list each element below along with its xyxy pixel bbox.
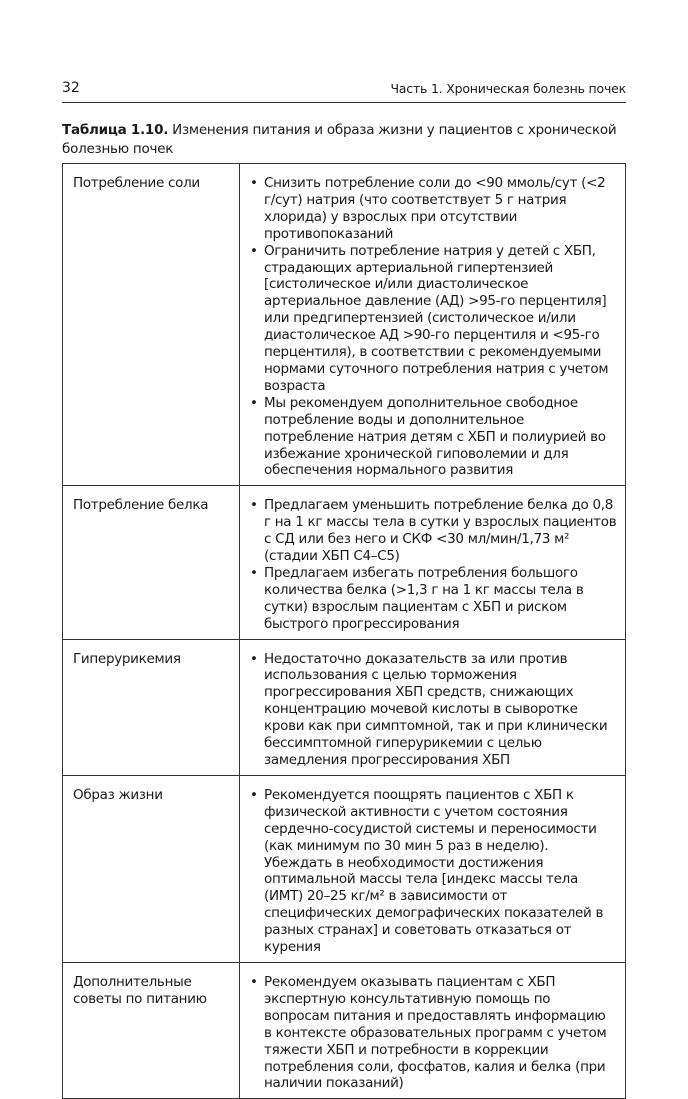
page-header <box>62 80 626 103</box>
bullet-item: • Снизить потребление соли до <90 ммоль/сут (<2 г/сут) натрия (что соответствует 5 г натрия хлорида) у взрослых при отсутствии противопоказаний <box>248 175 617 243</box>
category-cell: Потребление белка <box>63 486 240 639</box>
recommendations-cell <box>240 164 626 486</box>
bullet-item: • Предлагаем уменьшить потребление белка до 0,8 г на 1 кг массы тела в сутки у взрослых пациентов с СД или без него и СКФ <30 мл/мин/1,73 м² (стадии ХБП С4–С5) <box>248 497 617 565</box>
bullet-item: • Мы рекомендуем дополнительное свободное потребление воды и дополнительное потребление натрия детям с ХБП и полиурией во избежание хронической гиповолемии и для обеспечения нормального развития <box>248 395 617 480</box>
running-title: Часть 1. Хроническая болезнь почек <box>390 81 626 96</box>
bullet-list <box>248 497 617 632</box>
bullet-list <box>248 787 617 956</box>
table-row-salt-intake <box>63 164 626 486</box>
category-cell: Гиперурикемия <box>63 639 240 775</box>
table-caption <box>62 121 628 159</box>
bullet-item: • Ограничить потребление натрия у детей с ХБП, страдающих артериальной гипертензией [систолическое и/или диастолическое артериальное давление (АД) >95-го перцентиля] или предгипертензией (систолическое и/или диастолическое АД >90-го перцентиля и <95-го перцентиля), в соответствии с рекомендуемыми нормами суточного потребления натрия с учетом возраста <box>248 243 617 395</box>
table-row-protein-intake <box>63 486 626 639</box>
bullet-list <box>248 974 617 1092</box>
page-number: 32 <box>62 80 80 96</box>
table-row-hyperuricemia <box>63 639 626 775</box>
bullet-item: • Предлагаем избегать потребления большого количества белка (>1,3 г на 1 кг массы тела в сутки) взрослым пациентам с ХБП и риском быстрого прогрессирования <box>248 565 617 633</box>
category-cell: Потребление соли <box>63 164 240 486</box>
recommendations-cell <box>240 486 626 639</box>
recommendations-cell <box>240 962 626 1098</box>
bullet-item: • Рекомендуем оказывать пациентам с ХБП экспертную консультативную помощь по вопросам питания и предоставлять информацию в контексте образовательных программ с учетом тяжести ХБП и потребности в коррекции потребления соли, фосфатов, калия и белка (при наличии показаний) <box>248 974 617 1092</box>
recommendations-cell <box>240 775 626 962</box>
bullet-item: • Рекомендуется поощрять пациентов с ХБП к физической активности с учетом состояния сердечно-сосудистой системы и переносимости (как минимум по 30 мин 5 раз в неделю). Убеждать в необходимости достижения оптимальной массы тела [индекс массы тела (ИМТ) 20–25 кг/м² в зависимости от специфических демографических показателей в разных странах] и советовать отказаться от курения <box>248 787 617 956</box>
recommendations-table <box>62 163 626 1099</box>
table-caption-label: Таблица 1.10. <box>62 122 169 138</box>
bullet-item: • Недостаточно доказательств за или против использования с целью торможения прогрессирования ХБП средств, снижающих концентрацию мочевой кислоты в сыворотке крови как при симптомной, так и при клинически бессимптомной гиперурикемии с целью замедления прогрессирования ХБП <box>248 651 617 769</box>
table-row-dietary-advice <box>63 962 626 1098</box>
table-caption-text: Изменения питания и образа жизни у пациентов с хронической болезнью почек <box>62 122 617 157</box>
bullet-list <box>248 651 617 769</box>
category-cell: Образ жизни <box>63 775 240 962</box>
bullet-list <box>248 175 617 479</box>
table-row-lifestyle <box>63 775 626 962</box>
category-cell: Дополнительные советы по питанию <box>63 962 240 1098</box>
recommendations-cell <box>240 639 626 775</box>
